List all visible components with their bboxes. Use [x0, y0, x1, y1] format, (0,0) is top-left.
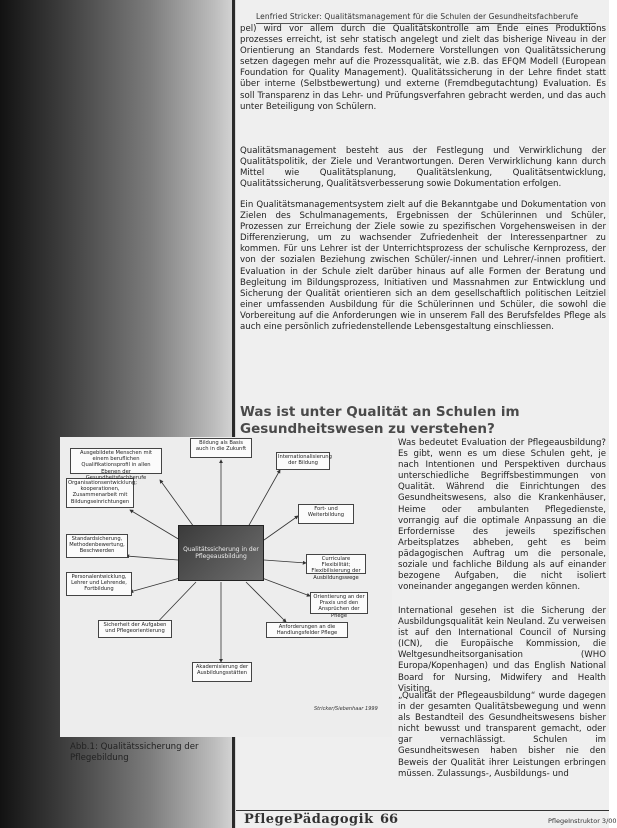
figure-node-9: Personalentwicklung, Lehrer und Lehrende, Fortbildung: [66, 572, 132, 596]
paragraph-3: Ein Qualitätsmanagementsystem zielt auf die Bekanntgabe und Dokumentation von Zielen des Schulmanagements, Ergebnissen der Schülerinnen und Schüler, Prozessen zur Erreichung der Ziele sowie zu spezifischen Vorgehensweisen in der Differenzierung, um zu wachsender Zufriedenheit der Interessenpartner zu kommen. Für uns Lehrer ist der Unterrichtsprozess der schulische Kernprozess, der von der sozialen Beziehung zwischen Schüler/-innen und Lehrer/-innen profitiert. Evaluation in der Schule zielt darüber hinaus auf alle Formen der Beratung und Begleitung im Bildungsprozess, Initiativen und Massnahmen zur Entwicklung und Sicherung der Qualität orientieren sich an dem gesellschaftlich politischen Leitziel einer umfassenden Ausbildung für die Schülerinnen und Schüler, die sowohl die Vorbereitung auf die Anforderungen wie in unserem Fall des Berufsfeldes Pflege als auch eine persönlich zufriedenstellende Lebensgestaltung einschliessen.: [240, 200, 606, 333]
footer-rule: [236, 810, 609, 811]
figure-caption: Abb.1: Qualitätssicherung der Pflegebildung: [70, 742, 199, 763]
figure-node-8: Sicherheit der Aufgaben und Pflegeorientierung: [98, 620, 172, 638]
right-column-paragraph-2: International gesehen ist die Sicherung der Ausbildungsqualität kein Neuland. Zu verweisen ist auf den International Council of Nursing (ICN), die Europäische Kommission, die Weltgesundheitsorganisation (WHO Europa/Kopenhagen) und das English National Board for Nursing, Midwifery and Health Visiting.: [398, 606, 606, 694]
figure-node-2: Internationalisierung der Bildung: [276, 452, 330, 470]
figure-source: Stricker/Siebenhaar 1999: [314, 706, 378, 712]
figure-node-7: Akademisierung der Ausbildungsstätten: [192, 662, 252, 682]
figure-node-5: Orientierung an der Praxis und den Ansprüchen der Pflege: [310, 592, 368, 614]
right-column-paragraph-1: Was bedeutet Evaluation der Pflegeausbildung? Es gibt, wenn es um diese Schulen geht, je nach Intentionen und Perspektiven durchaus unterschiedliche Begriffsbestimmungen von Qualität. Während die Einrichtungen des Gesundheitswesens, also die Krankenhäuser, Heime oder ambulanten Pflegedienste, vorrangig auf die optimale Anpassung an die Erfordernisse des jeweils spezifischen Arbeitsplatzes abheben, geht es beim pädagogischen Auftrag um die personale, soziale und fachliche Bildung als auf einander bezogene Aufgaben, die nicht isoliert voneinander angegangen werden können.: [398, 438, 606, 593]
running-header: Lenfried Stricker: Qualitätsmanagement für die Schulen der Gesundheitsfachberufe: [256, 12, 596, 24]
figure-node-6: Anforderungen an die Handlungsfelder Pflege: [266, 622, 348, 638]
figure-node-3: Fort- und Weiterbildung: [298, 504, 354, 524]
figure-node-4: Curriculare Flexibilität; Flexibilisierung der Ausbildungswege: [306, 554, 366, 574]
figure-node-12: Ausgebildete Menschen mit einem beruflichen Qualifikationsprofil in allen Ebenen der Gesundheitsfachberufe: [70, 448, 162, 474]
figure-node-11: Organisationsentwicklung; kooperationen, Zusammenarbeit mit Bildungseinrichtungen: [66, 478, 134, 508]
right-column-paragraph-3: „Qualität der Pflegeausbildung“ wurde dagegen in der gesamten Qualitätsbewegung und wenn als Bestandteil des Gesundheitswesens bisher nicht bewusst und transparent gemacht, oder gar vernachlässigt. Schulen im Gesundheitswesen haben bisher nie den Beweis der Qualität ihrer Leistungen erbringen müssen. Zulassungs-, Ausbildungs- und: [398, 691, 606, 779]
paragraph-1: pel) wird vor allem durch die Qualitätskontrolle am Ende eines Produktions prozesses erreicht, ist sehr statisch angelegt und zielt das bisherige Niveau in der Orientierung an Standards fest. Modernere Vorstellungen von Qualitätssicherung setzen dagegen mehr auf die Prozessqualität, wie z.B. das EFQM Modell (European Foundation for Quality Management). Qualitätssicherung in der Lehre findet statt über interne (Selbstbewertung) und externe (Fremdbegutachtung) Evaluation. Es soll Transparenz in das Lehr- und Prüfungsverfahren gebracht werden, und das auch unter Beteiligung von Schülern.: [240, 24, 606, 112]
figure-node-10: Standardsicherung, Methodenbewertung, Beschwerden: [66, 534, 128, 558]
figure-node-1: Bildung als Basis auch in die Zukunft: [190, 438, 252, 458]
section-heading: Was ist unter Qualität an Schulen im Gesundheitswesen zu verstehen?: [240, 404, 520, 437]
paragraph-2: Qualitätsmanagement besteht aus der Festlegung und Verwirklichung der Qualitätspolitik, der Ziele und Verantwortungen. Deren Verwirklichung kann durch Mittel wie Qualitätsplanung, Qualitätslenkung, Qualitätsentwicklung, Qualitätssicherung, Qualitätsverbesserung sowie Dokumentation erfolgen.: [240, 146, 606, 190]
page-number: 66: [380, 812, 399, 827]
journal-title: PflegePädagogik: [244, 812, 374, 827]
issue-label: PflegeInstruktor 3/00: [548, 817, 617, 825]
figure-center-node: Qualitätssicherung in der Pflegeausbildung: [178, 525, 264, 581]
